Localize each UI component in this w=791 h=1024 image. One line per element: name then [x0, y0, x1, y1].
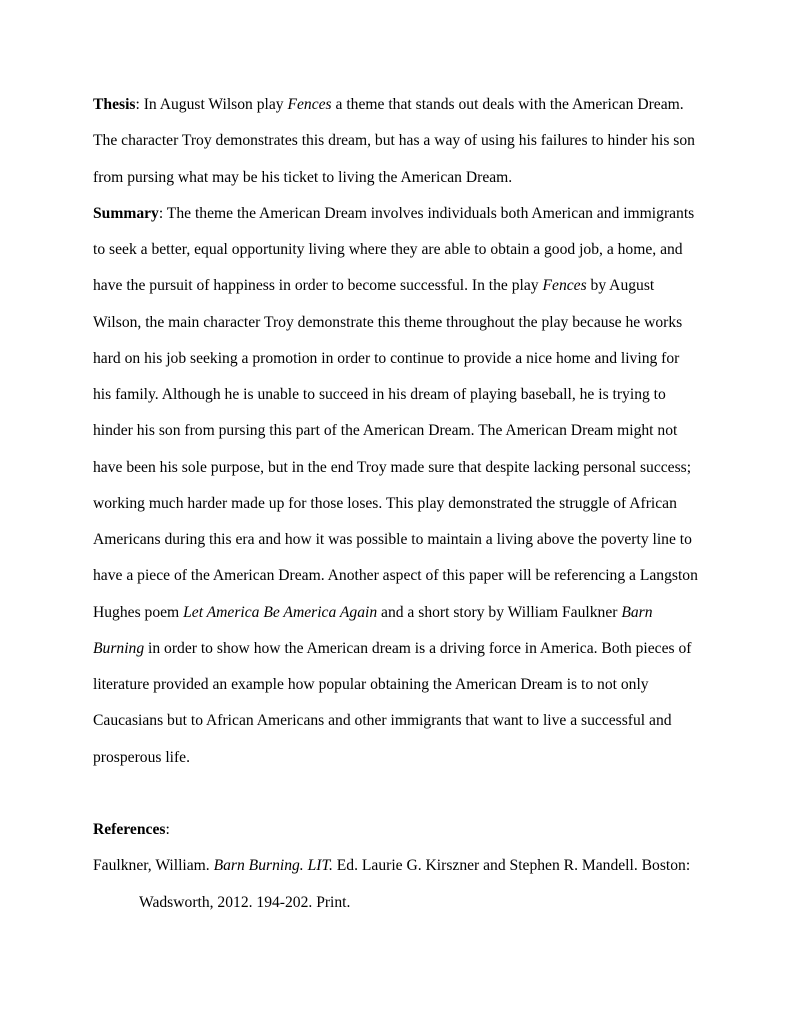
summary-line-12: Hughes poem Let America Be America Again and a short story by William Faulkner Barn [93, 603, 653, 621]
thesis-paragraph [93, 87, 713, 196]
summary-line-8: have been his sole purpose, but in the end Troy made sure that despite lacking personal success; [93, 458, 692, 476]
thesis-line-1: Thesis: In August Wilson play Fences a theme that stands out deals with the American Dream. [93, 96, 684, 113]
summary-line-2: to seek a better, equal opportunity living where they are able to obtain a good job, a home, and [93, 241, 683, 258]
references-label: References [93, 821, 166, 838]
summary-line-11: have a piece of the American Dream. Another aspect of this paper will be referencing a Langston [93, 567, 698, 585]
references-section [93, 812, 713, 921]
summary-line-1: Summary: The theme the American Dream involves individuals both American and immigrants [93, 204, 695, 222]
summary-line-16: prosperous life. [93, 748, 191, 766]
references-heading: References: [93, 821, 170, 838]
thesis-line-3: from pursing what may be his ticket to living the American Dream. [93, 168, 513, 186]
summary-label: Summary [93, 204, 159, 222]
summary-paragraph [93, 196, 713, 776]
thesis-line-2: The character Troy demonstrates this dream, but has a way of using his failures to hinder his son [93, 132, 695, 150]
story-title-part-1: Barn [621, 603, 653, 621]
document-page [93, 87, 713, 921]
summary-line-15: Caucasians but to African Americans and other immigrants that want to live a successful and [93, 712, 672, 730]
reference-entry-line-2: Wadsworth, 2012. 194-202. Print. [139, 893, 351, 911]
blank-line [93, 776, 713, 812]
summary-line-6: his family. Although he is unable to succeed in his dream of playing baseball, he is trying to [93, 386, 666, 403]
summary-line-10: Americans during this era and how it was possible to maintain a living above the poverty line to [93, 531, 692, 548]
play-title-fences: Fences [287, 96, 332, 113]
summary-line-4: Wilson, the main character Troy demonstrate this theme throughout the play because he works [93, 313, 683, 331]
reference-entry-line-1: Faulkner, William. Barn Burning. LIT. Ed. Laurie G. Kirszner and Stephen R. Mandell. Boston: [93, 857, 691, 875]
summary-line-14: literature provided an example how popular obtaining the American Dream is to not only [93, 676, 649, 693]
summary-line-3: have the pursuit of happiness in order to become successful. In the play Fences by August [93, 277, 655, 295]
summary-line-9: working much harder made up for those loses. This play demonstrated the struggle of African [93, 494, 677, 512]
poem-title: Let America Be America Again [183, 603, 378, 621]
summary-line-5: hard on his job seeking a promotion in order to continue to provide a nice home and living for [93, 349, 680, 367]
summary-line-13: Burning in order to show how the American dream is a driving force in America. Both pieces of [93, 639, 692, 657]
story-title-part-2: Burning [93, 639, 145, 657]
summary-line-7: hinder his son from pursing this part of the American Dream. The American Dream might not [93, 422, 678, 440]
reference-title: Barn Burning. LIT. [213, 857, 333, 875]
play-title-fences: Fences [542, 277, 587, 295]
thesis-label: Thesis [93, 96, 136, 113]
